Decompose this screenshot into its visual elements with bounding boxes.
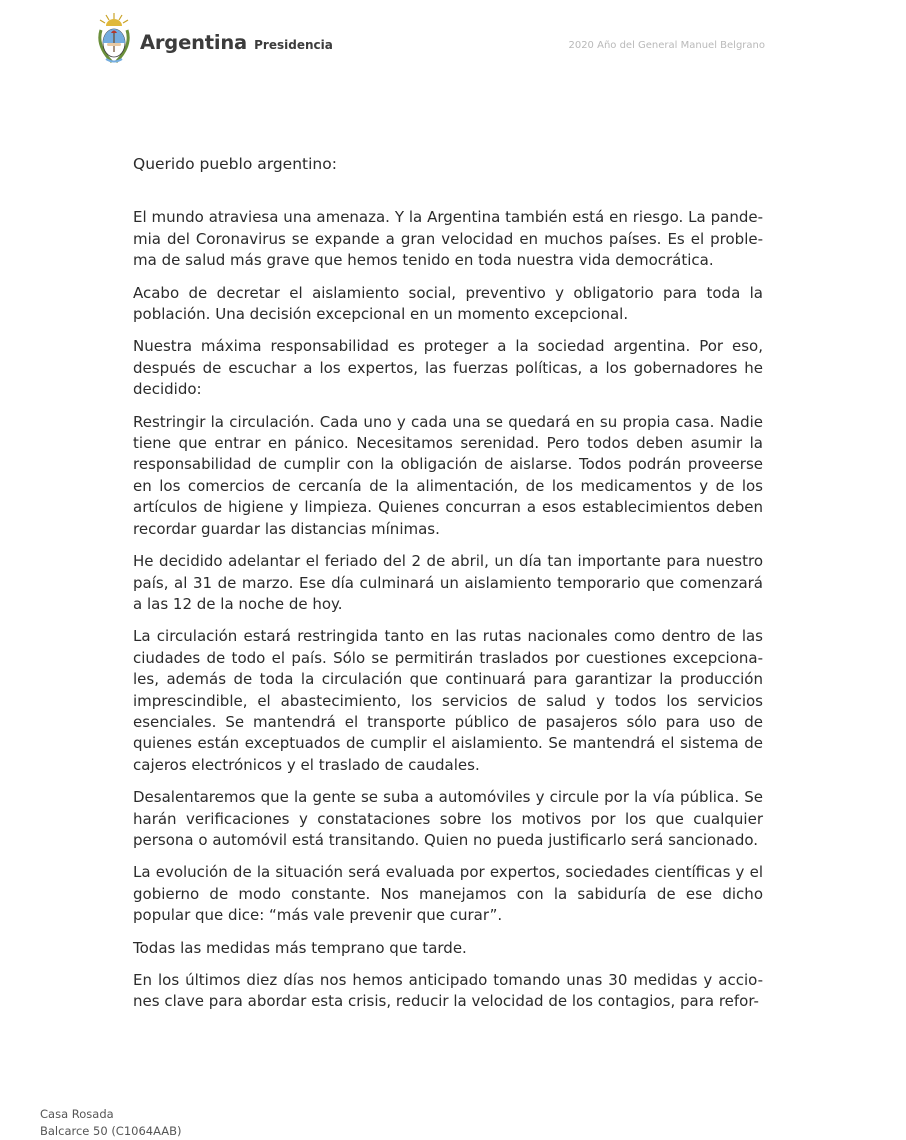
paragraph: Todas las medidas más temprano que tarde.: [133, 938, 467, 957]
paragraph: La circulación estará restringida tanto en las rutas nacionales como dentro de las ciudades de todo el país. Sólo se permitirán traslados por cuestiones excepciona-les, además de toda la circulación que continuará para garantizar la producción imprescindible, el abastecimiento, los servicios de salud y todos los servicios esenciales. Se mantendrá el transporte público de pasajeros sólo para uso de quienes están exceptuados de cumplir el aislamiento. Se mantendrá el sistema de cajeros electrónicos y el traslado de caudales.: [133, 627, 763, 774]
paragraph: El mundo atraviesa una amenaza. Y la Argentina también está en riesgo. La pande-mia del Coronavirus se expande a gran velocidad en muchos países. Es el proble-ma de salud más grave que hemos tenido en toda nuestra vida democrática.: [133, 208, 763, 270]
paragraph: Acabo de decretar el aislamiento social, preventivo y obligatorio para toda la población. Una decisión excepcional en un momento excepcional.: [133, 283, 763, 324]
paragraph: Nuestra máxima responsabilidad es proteger a la sociedad argentina. Por eso, después de escuchar a los expertos, las fuerzas políticas, a los gobernadores he decidido:: [133, 337, 763, 399]
paragraph: Desalentaremos que la gente se suba a automóviles y circule por la vía pública. Se harán verificaciones y constataciones sobre los motivos por los que cualquier persona o automóvil está transitando. Quien no pueda justificarlo será sancionado.: [133, 788, 763, 849]
brand: [140, 31, 333, 54]
footer-office: Casa Rosada: [40, 1107, 114, 1121]
brand-subtitle: Presidencia: [254, 38, 333, 52]
footer: [40, 1106, 182, 1140]
paragraph: He decidido adelantar el feriado del 2 de abril, un día tan importante para nuestro país, al 31 de marzo. Ese día culminará un aislamiento temporario que comenzará a las 12 de la noche de hoy.: [133, 552, 763, 613]
paragraph: La evolución de la situación será evaluada por expertos, sociedades científicas y el gobierno de modo constante. Nos manejamos con la sabiduría de ese dicho popular que dice: “más vale prevenir que curar”.: [133, 863, 763, 925]
brand-name: Argentina: [140, 31, 248, 54]
greeting: Querido pueblo argentino:: [133, 155, 337, 173]
letter-body: [133, 154, 763, 1024]
letterhead: [95, 12, 775, 72]
year-motto: 2020 Año del General Manuel Belgrano: [568, 40, 765, 51]
paragraph: En los últimos diez días nos hemos anticipado tomando unas 30 medidas y accio-nes clave para abordar esta crisis, reducir la velocidad de los contagios, para refor-: [133, 971, 763, 1011]
coat-of-arms-icon: [95, 12, 133, 66]
footer-address: Balcarce 50 (C1064AAB): [40, 1124, 182, 1138]
paragraph: Restringir la circulación. Cada uno y cada una se quedará en su propia casa. Nadie tiene que entrar en pánico. Necesitamos serenidad. Pero todos deben asumir la responsabilidad de cumplir con la obligación de aislarse. Todos podrán proveerse en los comercios de cercanía de la alimentación, de los medicamentos y de los artículos de higiene y limpieza. Quienes concurran a esos establecimientos deben recordar guardar las distancias mínimas.: [133, 412, 763, 538]
